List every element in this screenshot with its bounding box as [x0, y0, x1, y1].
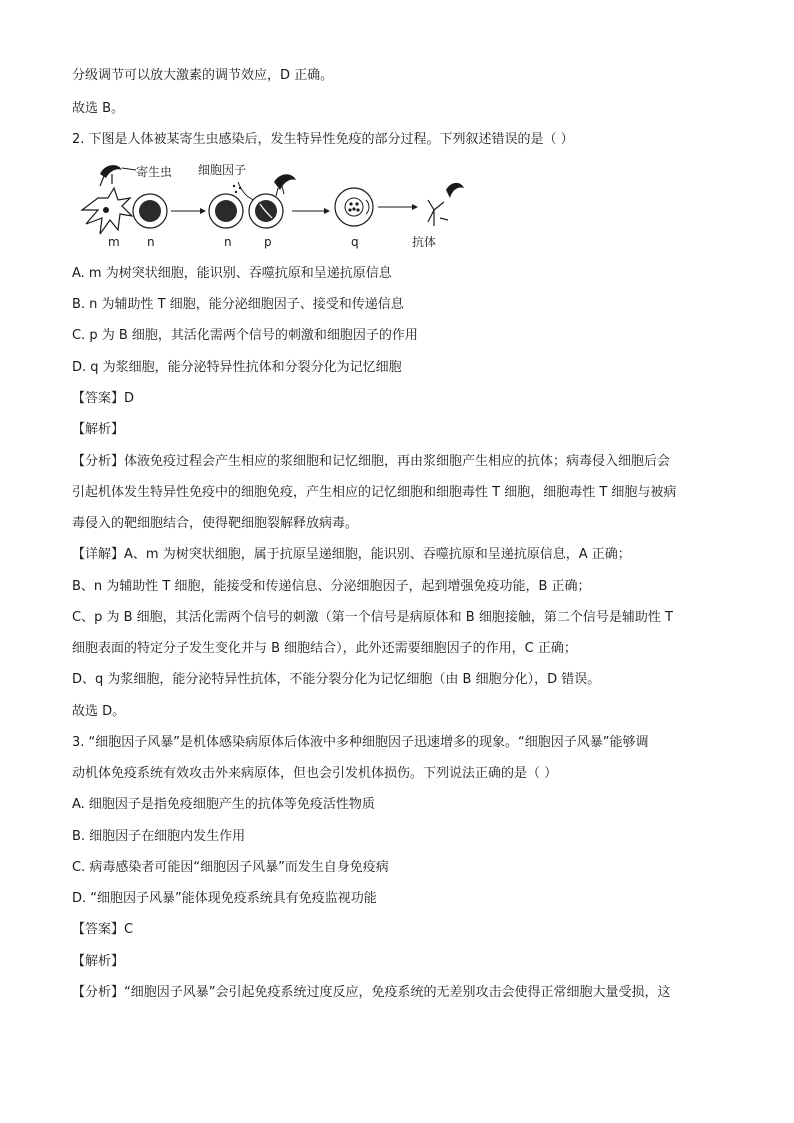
parasite-icon [100, 165, 136, 186]
parasite-icon [274, 174, 296, 196]
option-c: C. p 为 B 细胞，其活化需两个信号的刺激和细胞因子的作用 [72, 328, 418, 343]
option-d: D. q 为浆细胞，能分泌特异性抗体和分裂分化为记忆细胞 [72, 360, 402, 375]
antibody-icon [428, 183, 464, 226]
answer-label: 【答案】D [72, 391, 135, 406]
arrow-icon [412, 204, 418, 210]
text-line: 分级调节可以放大激素的调节效应，D 正确。 [72, 68, 334, 83]
cell-label: n [224, 235, 232, 249]
detail-text: D、q 为浆细胞，能分泌特异性抗体，不能分裂分化为记忆细胞（由 B 细胞分化），D 错误。 [72, 672, 601, 687]
cell-label: n [147, 235, 155, 249]
dendritic-cell-m [82, 188, 132, 234]
plasma-cell-q [335, 188, 373, 226]
parasite-label: 寄生虫 [136, 165, 173, 179]
option-a: A. m 为树突状细胞，能识别、吞噬抗原和呈递抗原信息 [72, 266, 392, 281]
analysis-text: 引起机体发生特异性免疫中的细胞免疫，产生相应的记忆细胞和细胞毒性 T 细胞，细胞毒性 T 细胞与被病 [72, 485, 677, 500]
option-c: C. 病毒感染者可能因“细胞因子风暴”而发生自身免疫病 [72, 860, 389, 875]
question-3-stem: 3. “细胞因子风暴”是机体感染病原体后体液中多种细胞因子迅速增多的现象。“细胞因子风暴”能够调 [72, 735, 649, 750]
selection-text: 故选 D。 [72, 704, 126, 719]
analysis-label: 【解析】 [72, 422, 125, 437]
arrow-icon [324, 208, 330, 214]
b-cell-p [249, 194, 283, 228]
cytokine-label: 细胞因子 [198, 163, 247, 177]
text-line: 故选 B。 [72, 101, 125, 116]
detail-text: 【详解】A、m 为树突状细胞，属于抗原呈递细胞，能识别、吞噬抗原和呈递抗原信息，A 正确； [72, 547, 631, 562]
detail-text: C、p 为 B 细胞，其活化需两个信号的刺激（第一个信号是病原体和 B 细胞接触，第二个信号是辅助性 T [72, 610, 673, 625]
helper-t-cell-n [133, 194, 167, 228]
question-2-stem: 2. 下图是人体被某寄生虫感染后，发生特异性免疫的部分过程。下列叙述错误的是（ ） [72, 132, 574, 147]
antibody-label: 抗体 [412, 235, 437, 249]
analysis-text: 【分析】体液免疫过程会产生相应的浆细胞和记忆细胞，再由浆细胞产生相应的抗体；病毒侵入细胞后会 [72, 454, 671, 469]
option-a: A. 细胞因子是指免疫细胞产生的抗体等免疫活性物质 [72, 797, 375, 812]
analysis-label: 【解析】 [72, 954, 125, 969]
detail-text: 细胞表面的特定分子发生变化并与 B 细胞结合），此外还需要细胞因子的作用，C 正确； [72, 641, 577, 656]
immune-process-diagram [78, 160, 478, 252]
cell-label: p [264, 235, 272, 249]
question-3-stem: 动机体免疫系统有效攻击外来病原体，但也会引发机体损伤。下列说法正确的是（ ） [72, 766, 558, 781]
option-b: B. n 为辅助性 T 细胞，能分泌细胞因子、接受和传递信息 [72, 297, 404, 312]
option-b: B. 细胞因子在细胞内发生作用 [72, 829, 246, 844]
cell-label: q [351, 235, 359, 249]
detail-text: B、n 为辅助性 T 细胞，能接受和传递信息、分泌细胞因子，起到增强免疫功能，B 正确； [72, 579, 591, 594]
option-d: D. “细胞因子风暴”能体现免疫系统具有免疫监视功能 [72, 891, 377, 906]
analysis-text: 【分析】“细胞因子风暴”会引起免疫系统过度反应，免疫系统的无差别攻击会使得正常细胞大量受损，这 [72, 985, 671, 1000]
arrow-icon [200, 208, 206, 214]
analysis-text: 毒侵入的靶细胞结合，使得靶细胞裂解释放病毒。 [72, 516, 359, 531]
cell-label: m [108, 235, 120, 249]
helper-t-cell-n [209, 194, 243, 228]
answer-label: 【答案】C [72, 922, 134, 937]
